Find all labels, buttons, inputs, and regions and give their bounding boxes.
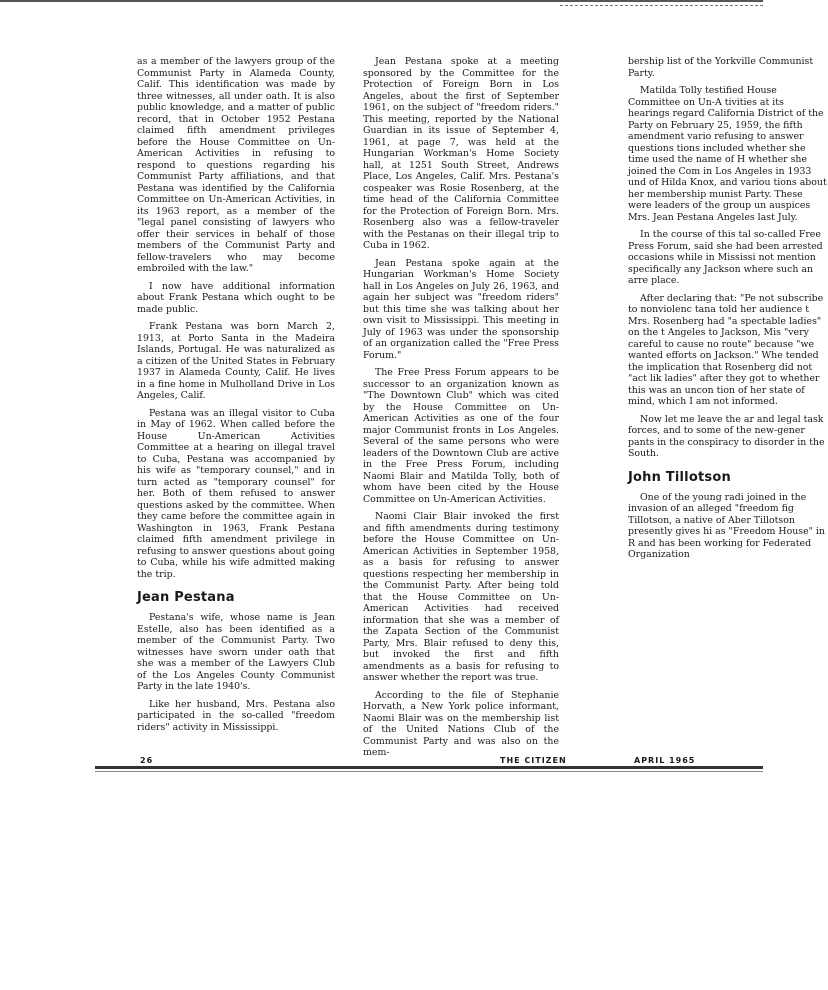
paragraph: In the course of this tal so-called Free Press Forum, said she had been arrested occasions while in Mississi not mention specifically any Jackson where such an arre place. <box>628 229 823 286</box>
paragraph: Pestana was an illegal visitor to Cuba in May of 1962. When called before the House Un-American Activities Committee at a hearing on illegal travel to Cuba, Pestana was accompanied by his wife as "temporary counsel," and in turn acted as "temporary counsel" for her. Both of them refused to answer questions asked by the committee. When they came before the committee again in Washington in 1963, Frank Pestana claimed fifth amendment privilege in refusing to answer questions about going to Cuba, while his wife admitted making the trip. <box>137 407 335 580</box>
page-bottom-rule-thin <box>95 771 763 772</box>
section-heading-john-tillotson: John Tillotson <box>628 469 731 485</box>
paragraph: Pestana's wife, whose name is Jean Estelle, also has been identified as a member of the Communist Party. Two witnesses have sworn under oath that she was a member of the Lawyers Club of the Los Angeles County Communist Party in the late 1940's. <box>137 612 335 692</box>
paragraph: Jean Pestana spoke again at the Hungarian Workman's Home Society hall in Los Angeles on July 26, 1963, and again her subject was "freedom riders" but this time she was talking about her own visit to Mississippi. This meeting in July of 1963 was under the sponsorship of an organization called the "Free Press Forum." <box>363 257 559 361</box>
scan-edge-top <box>0 0 763 10</box>
article-column-3-cropped <box>628 56 827 567</box>
paragraph: as a member of the lawyers group of the Communist Party in Alameda County, Calif. This identification was made by three witnesses, all under oath. It is also public knowledge, and a matter of public record, that in October 1952 Pestana claimed fifth amendment privileges before the House Committee on Un-American Activities in refusing to respond to questions regarding his Communist Party affiliations, and that Pestana was identified by the California Committee on Un-American Activities, in its 1963 report, as a member of the "legal panel consisting of lawyers who offer their services in behalf of those members of the Communist Party and fellow-travelers who may become embroiled with the law." <box>137 56 335 274</box>
paragraph: bership list of the Yorkville Communist Party. <box>628 56 814 79</box>
page-number: 26 <box>140 756 154 765</box>
magazine-name: THE CITIZEN <box>500 756 567 765</box>
paragraph: Like her husband, Mrs. Pestana also participated in the so-called "freedom riders" activity in Mississippi. <box>137 698 335 733</box>
paragraph: One of the young radi joined in the invasion of an alleged "freedom fig Tillotson, a native of Aber Tillotson presently gives hi as "Freedom House" in R and has been working for Federated Organization <box>628 491 825 560</box>
paragraph: After declaring that: "Pe not subscribe to nonviolenc tana told her audience t Mrs. Rosenberg had "a spectable ladies" on the t Angeles to Jackson, Mis "very careful to cause no route" because "we wanted efforts on Jackson." Whe tended the implication that Rosenberg did not "act lik ladies" after they got to whether this was an uncon tion of her state of mind, which I am not informed. <box>628 292 824 407</box>
page-bottom-rule <box>95 766 763 769</box>
issue-date: APRIL 1965 <box>634 756 696 765</box>
paragraph: Now let me leave the ar and legal task forces, and to some of the new-gener pants in the conspiracy to disorder in the South. <box>628 413 825 459</box>
paragraph: I now have additional information about Frank Pestana which ought to be made public. <box>137 280 335 315</box>
paragraph: Matilda Tolly testified House Committee on Un-A tivities at its hearings regard California District of the Party on February 25, 1959, the fifth amendment vario refusing to answer questions tions included whether she time used the name of H whether she joined the Com in Los Angeles in 1933 und of Hilda Knox, and variou tions about her membership munist Party. These were leaders of the group un auspices Mrs. Jean Pestana Angeles last July. <box>628 85 827 223</box>
paragraph: Frank Pestana was born March 2, 1913, at Porto Santa in the Madeira Islands, Portugal. He was naturalized as a citizen of the United States in February 1937 in Alameda County, Calif. He lives in a fine home in Mulholland Drive in Los Angeles, Calif. <box>137 321 335 401</box>
paragraph: The Free Press Forum appears to be successor to an organization known as "The Downtown Club" which was cited by the House Committee on Un-American Activities as one of the four major Communist fronts in Los Angeles. Several of the same persons who were leaders of the Downtown Club are active in the Free Press Forum, including Naomi Blair and Matilda Tolly, both of whom have been cited by the House Committee on Un-American Activities. <box>363 367 559 505</box>
paragraph: According to the file of Stephanie Horvath, a New York police informant, Naomi Blair was on the membership list of the United Nations Club of the Communist Party and was also on the mem- <box>363 689 559 758</box>
section-heading-jean-pestana: Jean Pestana <box>137 590 235 605</box>
article-column-1 <box>137 56 335 739</box>
paragraph: Jean Pestana spoke at a meeting sponsored by the Committee for the Protection of Foreign Born in Los Angeles, about the first of September 1961, on the subject of "freedom riders." This meeting, reported by the National Guardian in its issue of September 4, 1961, at page 7, was held at the Hungarian Workman's Home Society hall, at 1251 South Street, Andrews Place, Los Angeles, Calif. Mrs. Pestana's cospeaker was Rosie Rosenberg, at the time head of the California Committee for the Protection of Foreign Born. Mrs. Rosenberg also was a fellow-traveler with the Pestanas on their illegal trip to Cuba in 1962. <box>363 56 559 251</box>
paragraph: Naomi Clair Blair invoked the first and fifth amendments during testimony before the House Committee on Un-American Activities in September 1958, as a basis for refusing to answer questions respecting her membership in the Communist Party. After being told that the House Committee on Un-American Activities had received information that she was a member of the Zapata Section of the Communist Party, Mrs. Blair refused to deny this, but invoked the first and fifth amendments as a basis for refusing to answer whether the report was true. <box>363 511 559 683</box>
article-column-2 <box>363 56 559 765</box>
